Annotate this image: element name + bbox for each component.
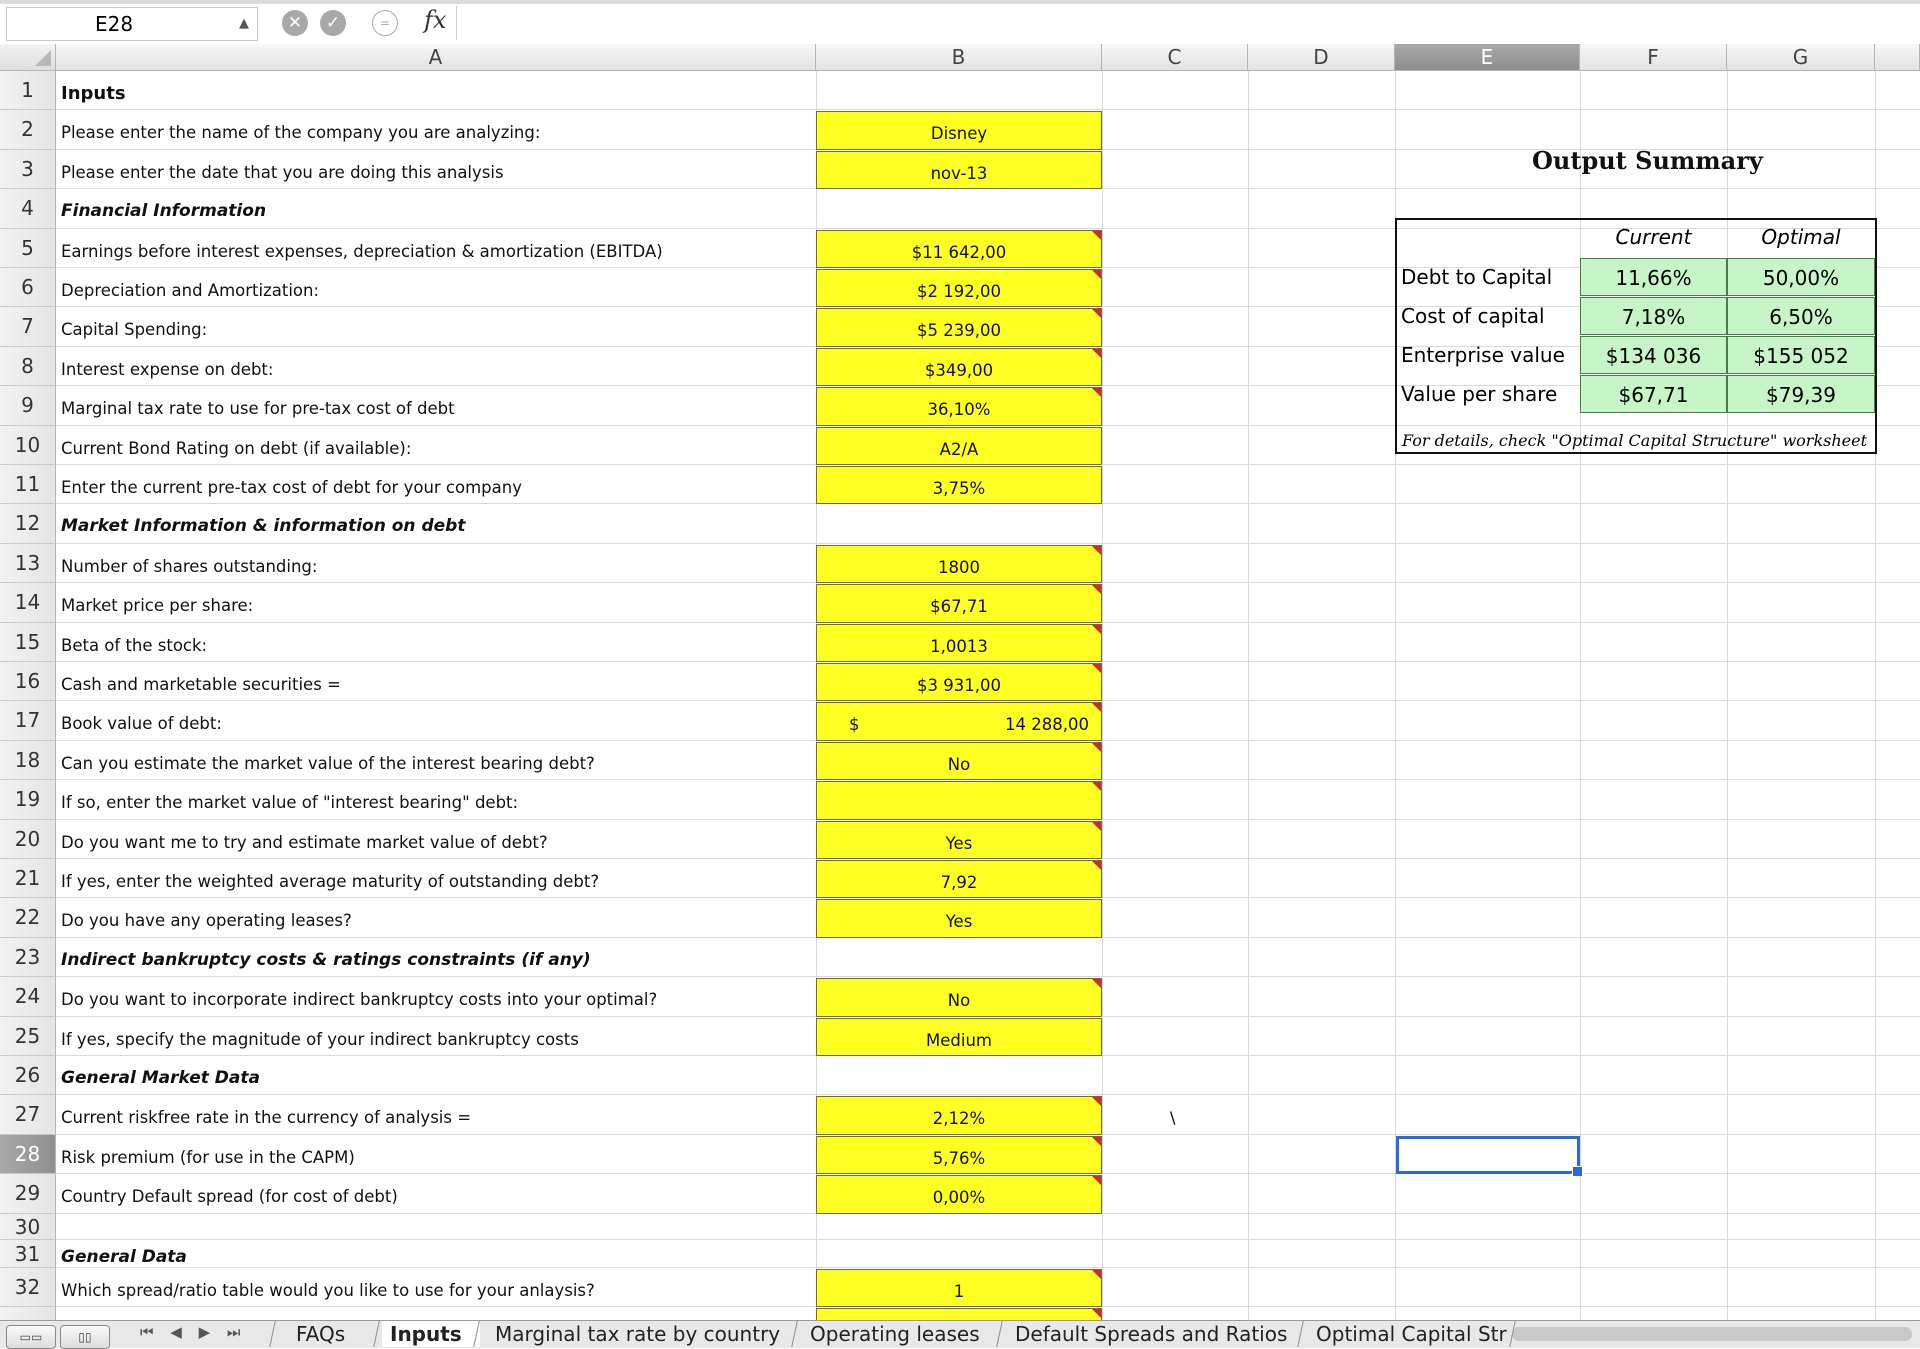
row-label: Market Information & information on debt xyxy=(61,516,466,537)
stray-text: \ xyxy=(1170,1108,1176,1128)
input-value: $11 642,00 xyxy=(911,242,1007,262)
select-all-corner[interactable] xyxy=(0,44,56,71)
row-header-1[interactable]: 1 xyxy=(0,71,56,110)
formula-builder-icon[interactable]: = xyxy=(372,10,398,36)
input-value: Disney xyxy=(930,124,988,144)
row-header-23[interactable]: 23 xyxy=(0,938,56,977)
row-label: Earnings before interest expenses, depreciation & amortization (EBITDA) xyxy=(61,241,663,261)
row-label: Interest expense on debt: xyxy=(61,359,274,379)
row-header-31[interactable]: 31 xyxy=(0,1240,56,1268)
input-value: $2 192,00 xyxy=(917,282,1001,301)
row-label: If yes, enter the weighted average maturity of outstanding debt? xyxy=(61,872,600,891)
row-header-16[interactable]: 16 xyxy=(0,662,56,701)
input-cell[interactable] xyxy=(816,899,1102,937)
row-header-6[interactable]: 6 xyxy=(0,268,56,307)
name-box-value: E28 xyxy=(95,12,134,36)
comment-marker-icon xyxy=(1092,231,1101,240)
formula-bar xyxy=(0,0,1920,45)
comment-marker-icon xyxy=(1092,270,1101,279)
fill-handle[interactable] xyxy=(1572,1166,1583,1177)
input-cell[interactable] xyxy=(816,624,1102,662)
row-header-18[interactable]: 18 xyxy=(0,741,56,780)
summary-header-optimal: Optimal xyxy=(1761,225,1841,249)
sheet-tab-separator xyxy=(269,1321,276,1347)
window-top-edge xyxy=(0,0,1920,4)
fx-label[interactable]: fx xyxy=(424,6,447,34)
summary-current-value: $67,71 xyxy=(1580,375,1727,413)
row-label: Do you want me to try and estimate market value of debt? xyxy=(61,832,548,852)
confirm-edit-icon[interactable]: ✓ xyxy=(320,10,346,36)
input-cell[interactable] xyxy=(816,1136,1102,1174)
row-label: Do you want to incorporate indirect bankruptcy costs into your optimal? xyxy=(61,990,658,1010)
grid-row-line xyxy=(56,1239,1920,1240)
row-header-32[interactable]: 32 xyxy=(0,1268,56,1307)
formula-input[interactable] xyxy=(460,6,1914,38)
row-label: Which spread/ratio table would you like to use for your anlaysis? xyxy=(61,1280,595,1300)
comment-marker-icon xyxy=(1092,1137,1101,1146)
normal-view-icon[interactable]: ▭▭ xyxy=(6,1325,56,1349)
summary-note: For details, check "Optimal Capital Structure" worksheet xyxy=(1402,431,1868,450)
comment-marker-icon xyxy=(1092,782,1101,791)
column-header-d[interactable]: D xyxy=(1248,44,1395,71)
row-header-27[interactable]: 27 xyxy=(0,1095,56,1134)
input-cell[interactable] xyxy=(816,308,1102,346)
row-label: Can you estimate the market value of the interest bearing debt? xyxy=(61,753,595,773)
name-box[interactable] xyxy=(6,7,258,41)
row-label: Inputs xyxy=(61,83,126,104)
row-header-25[interactable]: 25 xyxy=(0,1017,56,1056)
row-label: Please enter the date that you are doing this analysis xyxy=(61,162,504,182)
row-header-19[interactable]: 19 xyxy=(0,780,56,819)
column-header-c[interactable]: C xyxy=(1102,44,1248,71)
row-header-14[interactable]: 14 xyxy=(0,583,56,622)
comment-marker-icon xyxy=(1092,1176,1101,1185)
grid-column-line xyxy=(1102,71,1103,1320)
column-header-overflow xyxy=(1875,44,1920,71)
row-header-3[interactable]: 3 xyxy=(0,150,56,189)
row-header-11[interactable]: 11 xyxy=(0,465,56,504)
active-cell-selection[interactable] xyxy=(1396,1136,1580,1174)
row-header-21[interactable]: 21 xyxy=(0,859,56,898)
input-cell[interactable] xyxy=(816,663,1102,701)
input-value: $3 931,00 xyxy=(917,676,1001,695)
input-value: 5,76% xyxy=(932,1148,986,1168)
row-label: General Data xyxy=(61,1246,187,1267)
input-value: 1800 xyxy=(938,557,980,577)
input-cell[interactable] xyxy=(816,151,1102,189)
comment-marker-icon xyxy=(1092,861,1101,870)
column-header-e[interactable]: E xyxy=(1395,44,1580,71)
row-header-29[interactable]: 29 xyxy=(0,1174,56,1213)
row-label: If yes, specify the magnitude of your indirect bankruptcy costs xyxy=(61,1029,579,1049)
input-value: 1,0013 xyxy=(930,636,988,656)
sheet-tab-inputs[interactable]: Inputs xyxy=(382,1321,480,1347)
input-cell[interactable] xyxy=(816,584,1102,622)
row-header-20[interactable]: 20 xyxy=(0,820,56,859)
input-value: $349,00 xyxy=(924,360,994,380)
row-header-17[interactable]: 17 xyxy=(0,701,56,740)
input-cell[interactable] xyxy=(816,1175,1102,1213)
row-header-4[interactable]: 4 xyxy=(0,189,56,228)
input-value: nov-13 xyxy=(930,163,988,183)
summary-row-label: Debt to Capital xyxy=(1401,265,1553,289)
row-header-12[interactable]: 12 xyxy=(0,504,56,543)
comment-marker-icon xyxy=(1092,743,1101,752)
row-label: Depreciation and Amortization: xyxy=(61,281,320,300)
input-cell[interactable] xyxy=(816,702,1102,740)
row-label: Risk premium (for use in the CAPM) xyxy=(61,1147,355,1167)
summary-optimal-value: $155 052 xyxy=(1727,336,1875,374)
summary-header-current: Current xyxy=(1615,225,1692,249)
input-value: $5 239,00 xyxy=(917,321,1001,341)
comment-marker-icon xyxy=(1092,585,1101,594)
input-cell[interactable] xyxy=(816,427,1102,465)
input-cell[interactable] xyxy=(816,466,1102,504)
row-header-22[interactable]: 22 xyxy=(0,898,56,937)
row-label: Indirect bankruptcy costs & ratings constraints (if any) xyxy=(61,949,591,970)
row-label: Marginal tax rate to use for pre-tax cost of debt xyxy=(61,399,455,419)
comment-marker-icon xyxy=(1092,979,1101,988)
input-cell[interactable] xyxy=(816,269,1102,307)
column-header-g[interactable]: G xyxy=(1727,44,1875,71)
input-cell[interactable] xyxy=(816,111,1102,149)
input-cell[interactable] xyxy=(816,781,1102,819)
cancel-edit-icon[interactable]: ✕ xyxy=(282,10,308,36)
row-header-2[interactable]: 2 xyxy=(0,110,56,149)
comment-marker-icon xyxy=(1092,1270,1101,1279)
comment-marker-icon xyxy=(1092,703,1101,712)
comment-marker-icon xyxy=(1092,388,1101,397)
summary-row-label: Enterprise value xyxy=(1401,343,1565,367)
comment-marker-icon xyxy=(1092,822,1101,831)
row-header-7[interactable]: 7 xyxy=(0,307,56,346)
page-layout-view-icon[interactable]: ▯▯ xyxy=(60,1325,110,1349)
row-label: Financial Information xyxy=(61,201,267,222)
formula-bar-divider xyxy=(456,6,457,40)
row-header-24[interactable]: 24 xyxy=(0,977,56,1016)
output-summary-title: Output Summary xyxy=(1532,146,1763,175)
summary-optimal-value: $79,39 xyxy=(1727,375,1875,413)
summary-optimal-value: 6,50% xyxy=(1727,297,1875,335)
input-cell[interactable] xyxy=(816,1096,1102,1134)
input-value: 36,10% xyxy=(927,400,991,420)
input-value: 14 288,00 xyxy=(1005,715,1089,735)
currency-symbol: $ xyxy=(849,715,860,735)
row-label: Number of shares outstanding: xyxy=(61,556,318,576)
row-label: If so, enter the market value of "interest bearing" debt: xyxy=(61,793,519,813)
input-cell[interactable] xyxy=(816,348,1102,386)
row-header-5[interactable]: 5 xyxy=(0,229,56,268)
sheet-tab-default-spreads-and-ratios[interactable]: Default Spreads and Ratios xyxy=(1015,1322,1288,1346)
worksheet-grid[interactable] xyxy=(0,44,1920,1320)
row-label: Please enter the name of the company you are analyzing: xyxy=(61,123,541,143)
input-cell[interactable] xyxy=(816,1018,1102,1056)
row-header-28[interactable]: 28 xyxy=(0,1135,56,1174)
input-value: 0,00% xyxy=(932,1188,986,1208)
input-cell[interactable] xyxy=(816,742,1102,780)
row-label: Book value of debt: xyxy=(61,714,222,734)
column-header-a[interactable]: A xyxy=(56,44,816,71)
row-label: Beta of the stock: xyxy=(61,635,208,655)
column-header-f[interactable]: F xyxy=(1580,44,1727,71)
summary-optimal-value: 50,00% xyxy=(1727,258,1875,296)
summary-current-value: $134 036 xyxy=(1580,336,1727,374)
input-value: Yes xyxy=(945,833,973,853)
input-cell[interactable] xyxy=(816,978,1102,1016)
row-label: Current riskfree rate in the currency of analysis = xyxy=(61,1108,472,1128)
sheet-nav-arrows-icon[interactable]: ⏮ ◀ ▶ ⏭ xyxy=(140,1323,247,1341)
row-label: Country Default spread (for cost of debt) xyxy=(61,1187,398,1207)
input-value: A2/A xyxy=(939,439,979,459)
input-value: No xyxy=(947,991,971,1011)
sheet-tab-bar xyxy=(0,1320,1920,1348)
row-header-33[interactable] xyxy=(0,1307,56,1320)
input-cell[interactable] xyxy=(816,1269,1102,1307)
input-value: 7,92 xyxy=(940,873,978,892)
input-value: $67,71 xyxy=(930,597,988,617)
row-header-10[interactable]: 10 xyxy=(0,426,56,465)
horizontal-scrollbar[interactable] xyxy=(1512,1327,1912,1341)
comment-marker-icon xyxy=(1092,664,1101,673)
sheet-tab-faqs[interactable]: FAQs xyxy=(296,1322,346,1346)
input-value: Medium xyxy=(926,1030,992,1050)
column-header-b[interactable]: B xyxy=(816,44,1102,71)
row-header-26[interactable]: 26 xyxy=(0,1056,56,1095)
row-header-30[interactable]: 30 xyxy=(0,1214,56,1240)
comment-marker-icon xyxy=(1092,349,1101,358)
comment-marker-icon xyxy=(1092,1309,1101,1318)
comment-marker-icon xyxy=(1092,309,1101,318)
sheet-tab-optimal-capital-str[interactable]: Optimal Capital Str xyxy=(1316,1322,1507,1346)
row-label: Do you have any operating leases? xyxy=(61,911,352,931)
summary-current-value: 7,18% xyxy=(1580,297,1727,335)
input-cell[interactable] xyxy=(816,860,1102,898)
summary-row-label: Cost of capital xyxy=(1401,304,1545,328)
row-header-8[interactable]: 8 xyxy=(0,347,56,386)
row-header-13[interactable]: 13 xyxy=(0,544,56,583)
row-label: Capital Spending: xyxy=(61,320,208,340)
input-value: 2,12% xyxy=(932,1109,986,1129)
input-value: No xyxy=(947,754,971,774)
input-cell[interactable] xyxy=(816,387,1102,425)
input-cell-partial[interactable] xyxy=(816,1308,1102,1320)
row-label: General Market Data xyxy=(61,1068,260,1088)
input-value: Yes xyxy=(945,912,973,932)
comment-marker-icon xyxy=(1092,625,1101,634)
row-label: Current Bond Rating on debt (if available): xyxy=(61,438,412,458)
summary-row-label: Value per share xyxy=(1401,382,1558,406)
sheet-tab-marginal-tax-rate-by-country[interactable]: Marginal tax rate by country xyxy=(495,1322,781,1346)
grid-column-line xyxy=(1248,71,1249,1320)
row-label: Market price per share: xyxy=(61,596,254,616)
input-cell[interactable] xyxy=(816,545,1102,583)
comment-marker-icon xyxy=(1092,1097,1101,1106)
input-cell[interactable] xyxy=(816,230,1102,268)
row-label: Enter the current pre-tax cost of debt for your company xyxy=(61,478,522,497)
sheet-tab-operating-leases[interactable]: Operating leases xyxy=(810,1322,980,1346)
row-header-15[interactable]: 15 xyxy=(0,623,56,662)
row-header-9[interactable]: 9 xyxy=(0,386,56,425)
input-value: 3,75% xyxy=(932,479,986,498)
summary-current-value: 11,66% xyxy=(1580,258,1727,296)
name-box-dropdown-icon[interactable]: ▲ xyxy=(239,16,249,31)
input-cell[interactable] xyxy=(816,821,1102,859)
row-label: Cash and marketable securities = xyxy=(61,675,341,694)
input-value: 1 xyxy=(953,1281,965,1301)
comment-marker-icon xyxy=(1092,546,1101,555)
